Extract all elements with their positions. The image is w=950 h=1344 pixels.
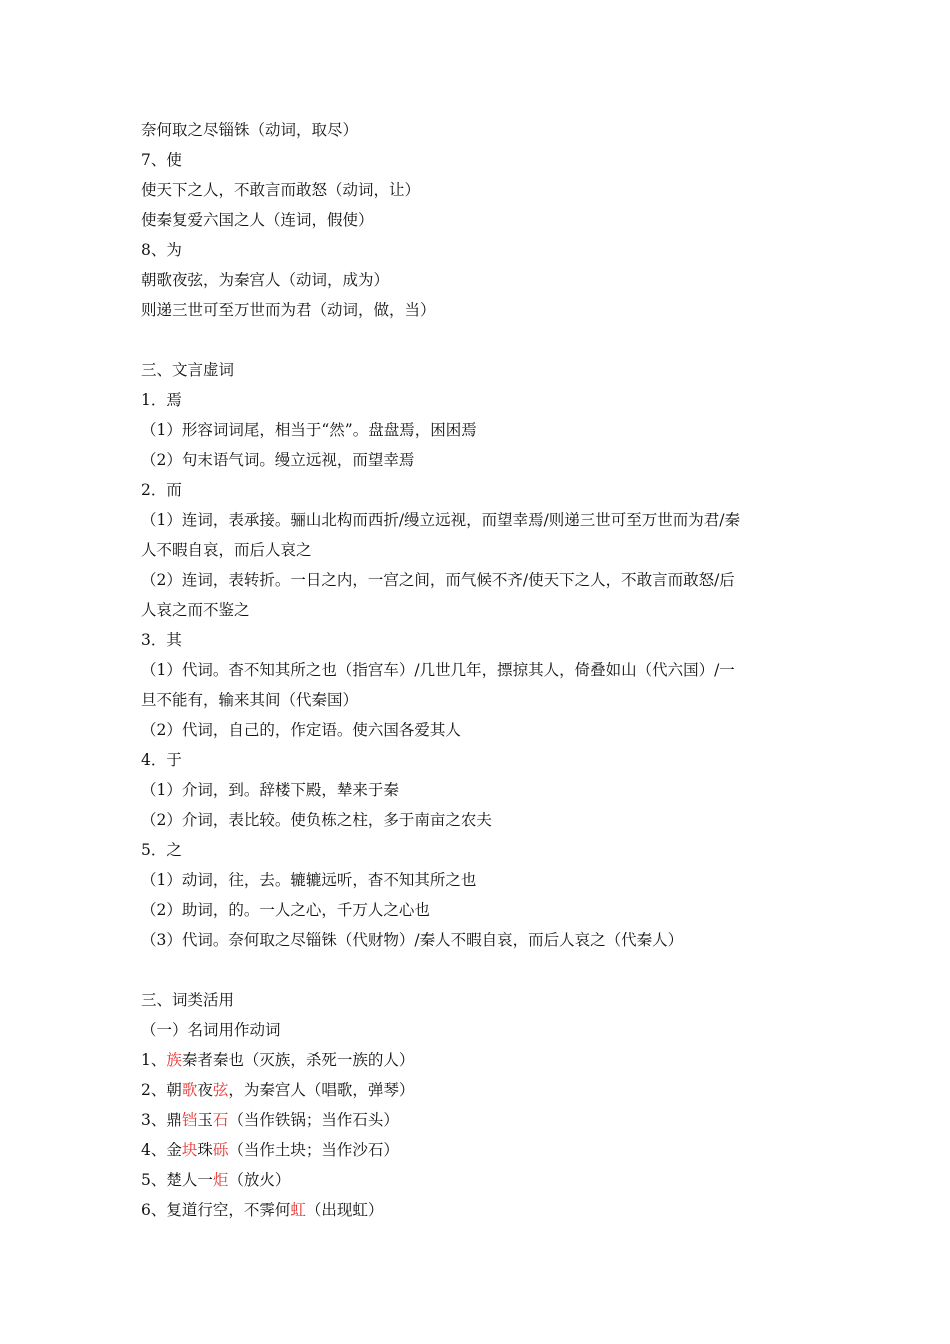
text-line: （1）代词。杳不知其所之也（指宫车）/几世几年，摽掠其人，倚叠如山（代六国）/一 [141,661,735,679]
text-line: （1）形容词词尾，相当于“然”。盘盘焉，困困焉 [141,421,477,439]
document-body [141,115,821,1225]
example-item [141,1165,821,1195]
text-segment: 秦者秦也（灭族，杀死一族的人） [181,1051,415,1069]
text-segment: 玉 [197,1111,213,1129]
text-line: （1）连词，表承接。骊山北构而西折/缦立远视，而望幸焉/则递三世可至万世而为君/秦 [141,511,741,529]
highlighted-word: 歌 [181,1081,198,1099]
section-heading: 三、文言虚词 [141,361,235,379]
example-item [141,1195,821,1225]
text-line: 旦不能有，输来其间（代秦国） [141,691,359,709]
item-heading: 7、使 [141,151,182,169]
text-line: （2）句末语气词。缦立远视，而望幸焉 [141,451,415,469]
item-heading: 5．之 [141,841,182,859]
item-heading: 3．其 [141,631,182,649]
text-segment: 5、楚人一 [141,1171,213,1189]
text-line: 则递三世可至万世而为君（动词，做，当） [141,301,436,319]
text-segment: 6、复道行空，不霁何 [141,1201,291,1219]
sub-heading: （一）名词用作动词 [141,1021,281,1039]
text-line: （2）助词，的。一人之心，千万人之心也 [141,901,430,919]
text-line: （2）代词，自己的，作定语。使六国各爱其人 [141,721,461,739]
text-segment: （当作铁锅；当作石头） [228,1111,399,1129]
highlighted-word: 族 [166,1051,182,1069]
text-line: （1）动词，往，去。辘辘远听，杳不知其所之也 [141,871,477,889]
spacer [141,325,821,355]
example-item [141,1045,821,1075]
text-line: 人哀之而不鉴之 [141,601,250,619]
highlighted-word: 石 [212,1111,229,1129]
section-block-1 [141,115,821,325]
text-segment: 夜 [197,1081,213,1099]
text-line: 人不暇自哀，而后人哀之 [141,541,312,559]
spacer [141,955,821,985]
text-line: （3）代词。奈何取之尽锱铢（代财物）/秦人不暇自哀，而后人哀之（代秦人） [141,931,684,949]
highlighted-word: 炬 [212,1171,229,1189]
item-heading: 8、为 [141,241,182,259]
highlighted-word: 块 [181,1141,198,1159]
text-segment: （放火） [228,1171,291,1189]
text-segment: （当作土块；当作沙石） [228,1141,399,1159]
text-segment: 2、朝 [141,1081,182,1099]
text-segment: ，为秦宫人（唱歌，弹琴） [228,1081,415,1099]
text-line: 奈何取之尽锱铢（动词，取尽） [141,121,359,139]
item-heading: 2．而 [141,481,182,499]
text-segment: 4、金 [141,1141,182,1159]
item-heading: 4．于 [141,751,182,769]
text-segment: 1、 [141,1051,167,1069]
highlighted-word: 铛 [181,1111,198,1129]
highlighted-word: 砾 [212,1141,229,1159]
section-block-3 [141,985,821,1225]
text-segment: 3、鼎 [141,1111,182,1129]
section-block-2 [141,355,821,955]
text-segment: （出现虹） [305,1201,384,1219]
text-line: （1）介词，到。辞楼下殿，辇来于秦 [141,781,399,799]
text-segment: 珠 [197,1141,213,1159]
section-heading: 三、词类活用 [141,991,235,1009]
example-item [141,1075,821,1105]
item-heading: 1．焉 [141,391,182,409]
example-item [141,1105,821,1135]
text-line: （2）介词，表比较。使负栋之柱，多于南亩之农夫 [141,811,492,829]
text-line: 使秦复爱六国之人（连词，假使） [141,211,374,229]
example-item [141,1135,821,1165]
text-line: 朝歌夜弦，为秦宫人（动词，成为） [141,271,390,289]
highlighted-word: 弦 [212,1081,229,1099]
text-line: 使天下之人，不敢言而敢怒（动词，让） [141,181,421,199]
highlighted-word: 虹 [290,1201,306,1219]
text-line: （2）连词，表转折。一日之内，一宫之间，而气候不齐/使天下之人，不敢言而敢怒/后 [141,571,735,589]
